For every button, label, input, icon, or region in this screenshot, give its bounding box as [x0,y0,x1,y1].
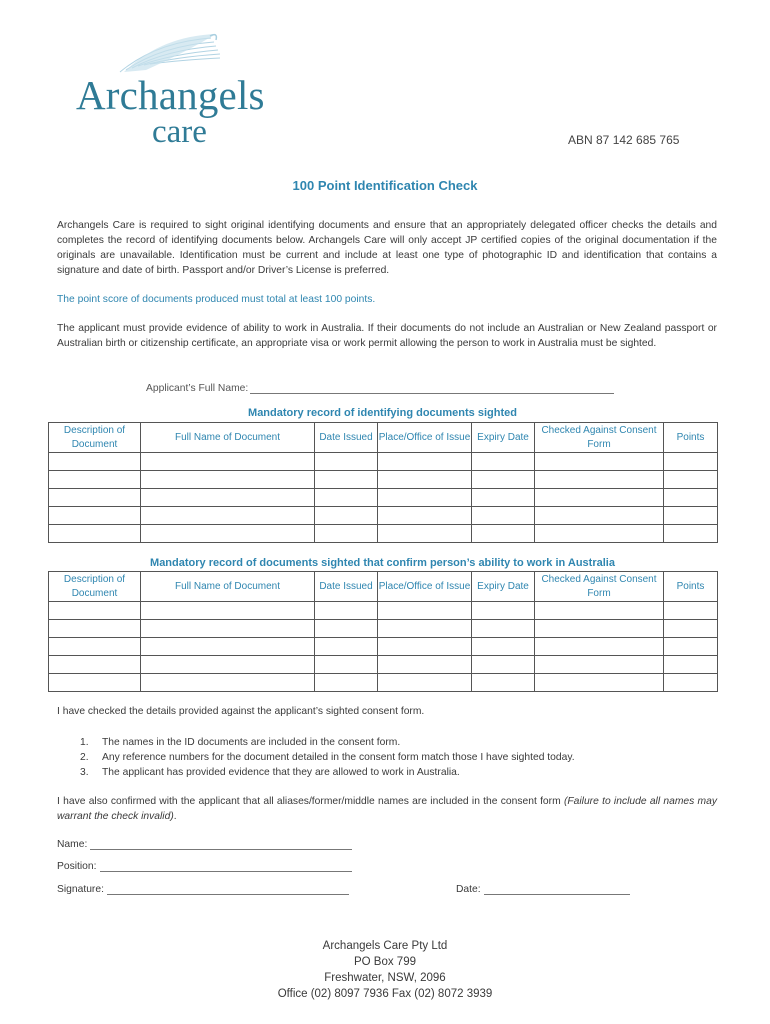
table-row [49,674,718,692]
aliases-statement [57,794,717,824]
table-cell[interactable] [315,638,378,656]
table-cell[interactable] [472,620,535,638]
date-line[interactable] [484,884,630,895]
table-cell[interactable] [472,489,535,507]
table-cell[interactable] [664,453,718,471]
table-cell[interactable] [49,507,141,525]
column-header: Place/Office of Issue [378,423,472,453]
table-cell[interactable] [315,602,378,620]
column-header: Points [664,572,718,602]
table-cell[interactable] [315,656,378,674]
table-cell[interactable] [535,471,664,489]
table-cell[interactable] [535,489,664,507]
company-logo [76,32,316,152]
table-cell[interactable] [141,453,315,471]
table-cell[interactable] [141,602,315,620]
table-cell[interactable] [664,602,718,620]
list-text: The applicant has provided evidence that they are allowed to work in Australia. [102,767,460,778]
column-header: Place/Office of Issue [378,572,472,602]
declaration-intro: I have checked the details provided against the applicant’s sighted consent form. [57,706,425,717]
table-caption-work-rights: Mandatory record of documents sighted that confirm person’s ability to work in Australia [150,557,615,569]
list-text: Any reference numbers for the document detailed in the consent form match those I have sighted today. [102,752,575,763]
table-cell[interactable] [472,525,535,543]
table-cell[interactable] [49,489,141,507]
table-cell[interactable] [664,471,718,489]
list-item [80,765,720,780]
table-cell[interactable] [472,453,535,471]
logo-sub-text: care [152,114,207,150]
table-cell[interactable] [378,602,472,620]
footer-company: Archangels Care Pty Ltd [322,940,448,952]
table-cell[interactable] [315,507,378,525]
table-cell[interactable] [472,507,535,525]
table-cell[interactable] [141,674,315,692]
feather-icon [116,32,256,76]
column-header: Description of Document [49,423,141,453]
page-title: 100 Point Identification Check [292,178,478,193]
table-cell[interactable] [664,656,718,674]
list-text: The names in the ID documents are included in the consent form. [102,737,401,748]
table-cell[interactable] [49,471,141,489]
identifying-documents-table [48,422,718,543]
date-field [456,884,630,895]
table-cell[interactable] [141,638,315,656]
table-cell[interactable] [315,674,378,692]
table-cell[interactable] [378,471,472,489]
column-header: Checked Against Consent Form [535,572,664,602]
work-rights-documents-table [48,571,718,692]
table-row [49,471,718,489]
work-evidence-paragraph: The applicant must provide evidence of ability to work in Australia. If their documents do not include an Australian or New Zealand passport or Australian birth or citizenship certificate, an appropriate visa or work permit allowing the person to work in Australia must be sighted. [57,323,717,349]
column-header: Description of Document [49,572,141,602]
table-row [49,620,718,638]
table-cell[interactable] [535,638,664,656]
signature-label: Signature: [57,884,104,895]
table-cell[interactable] [664,507,718,525]
list-number: 2. [80,752,89,763]
table-cell[interactable] [315,471,378,489]
table-cell[interactable] [49,620,141,638]
table-cell[interactable] [49,602,141,620]
list-item [80,750,720,765]
table-header-row [49,572,718,602]
column-header: Expiry Date [472,423,535,453]
footer-address: Freshwater, NSW, 2096 [324,972,446,984]
name-label: Name: [57,839,88,850]
footer [0,938,770,1002]
position-line[interactable] [100,861,352,872]
table-cell[interactable] [315,525,378,543]
table-row [49,602,718,620]
table-cell[interactable] [49,656,141,674]
table-cell[interactable] [535,620,664,638]
table-cell[interactable] [472,602,535,620]
aliases-end: . [173,811,177,822]
declaration-list [80,735,720,780]
table-cell[interactable] [141,471,315,489]
table-row [49,638,718,656]
list-number: 1. [80,737,89,748]
date-label: Date: [456,884,481,895]
applicant-name-label: Applicant’s Full Name: [146,383,249,394]
position-label: Position: [57,861,97,872]
table-cell[interactable] [535,507,664,525]
column-header: Full Name of Document [141,423,315,453]
footer-contact: Office (02) 8097 7936 Fax (02) 8072 3939 [277,988,493,1000]
applicant-name-line[interactable] [250,383,614,394]
table-cell[interactable] [472,471,535,489]
name-field [57,839,352,850]
table-cell[interactable] [378,674,472,692]
logo-brand-text: Archangels [76,72,265,118]
column-header: Expiry Date [472,572,535,602]
column-header: Date Issued [315,572,378,602]
abn-number: ABN 87 142 685 765 [568,133,680,147]
table-cell[interactable] [378,620,472,638]
table-cell[interactable] [315,453,378,471]
table-cell[interactable] [535,453,664,471]
table-cell[interactable] [141,620,315,638]
table-cell[interactable] [472,674,535,692]
list-item [80,735,720,750]
table-cell[interactable] [141,656,315,674]
name-line[interactable] [90,839,352,850]
footer-po-box: PO Box 799 [353,956,416,968]
table-row [49,525,718,543]
intro-paragraph: Archangels Care is required to sight original identifying documents and ensure that an appropriately delegated officer checks the details and completes the record of identifying documents below. Archangels Care will only accept JP certified copies of the original documentation if the originals are unavailable. Identification must be current and include at least one type of photographic ID and identification that contains a signature and date of birth. Passport and/or Driver’s License is preferred. [57,220,717,276]
table-caption-identifying: Mandatory record of identifying documents sighted [248,407,517,419]
table-cell[interactable] [472,638,535,656]
table-cell[interactable] [315,489,378,507]
table-cell[interactable] [141,489,315,507]
applicant-name-field [146,383,614,394]
table-cell[interactable] [535,602,664,620]
table-cell[interactable] [315,620,378,638]
column-header: Date Issued [315,423,378,453]
table-cell[interactable] [472,656,535,674]
table-row [49,453,718,471]
table-row [49,489,718,507]
table-cell[interactable] [378,638,472,656]
table-cell[interactable] [141,507,315,525]
table-cell[interactable] [535,525,664,543]
table-cell[interactable] [535,656,664,674]
list-number: 3. [80,767,89,778]
table-row [49,507,718,525]
table-cell[interactable] [49,674,141,692]
table-cell[interactable] [664,638,718,656]
signature-line[interactable] [107,884,349,895]
aliases-text: I have also confirmed with the applicant that all aliases/former/middle names are included in the consent form [57,796,561,807]
table-cell[interactable] [664,674,718,692]
table-cell[interactable] [378,525,472,543]
table-cell[interactable] [664,620,718,638]
table-cell[interactable] [664,489,718,507]
table-cell[interactable] [141,525,315,543]
table-cell[interactable] [49,638,141,656]
aliases-note: (Failure to include all names may warrant the check invalid) [57,796,717,822]
points-note: The point score of documents produced must total at least 100 points. [57,294,376,305]
table-cell[interactable] [664,525,718,543]
signature-field [57,884,349,895]
table-cell[interactable] [535,674,664,692]
table-row [49,656,718,674]
table-cell[interactable] [49,453,141,471]
table-header-row [49,423,718,453]
column-header: Points [664,423,718,453]
column-header: Checked Against Consent Form [535,423,664,453]
table-cell[interactable] [378,453,472,471]
table-cell[interactable] [49,525,141,543]
table-cell[interactable] [378,656,472,674]
position-field [57,861,352,872]
table-cell[interactable] [378,507,472,525]
column-header: Full Name of Document [141,572,315,602]
table-cell[interactable] [378,489,472,507]
